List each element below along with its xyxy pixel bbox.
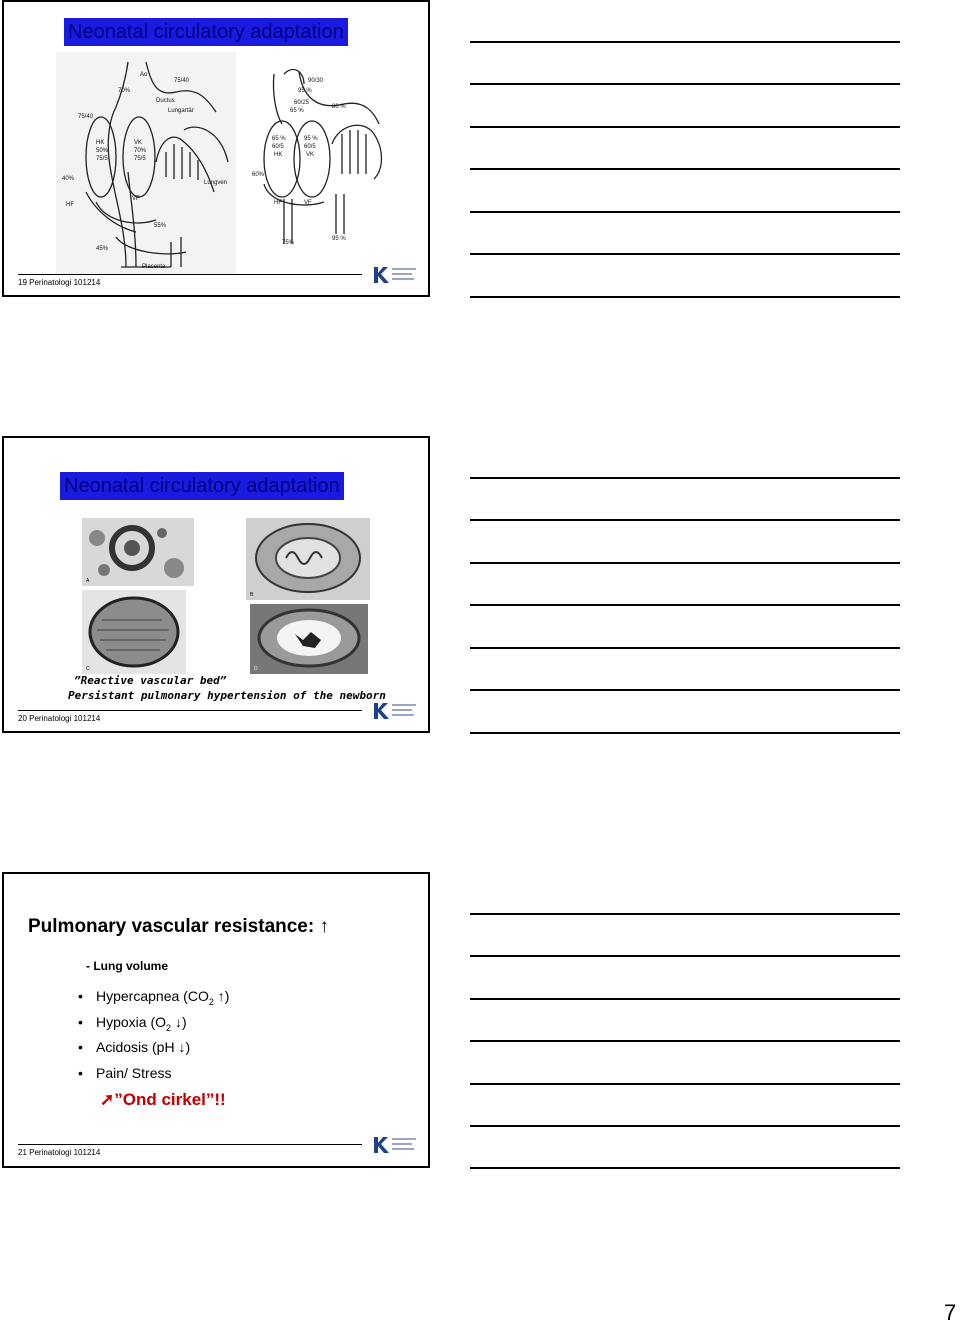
bullet-text: Hypercapnea (CO — [96, 988, 209, 1004]
subpoint: - Lung volume — [86, 959, 168, 973]
bullet-tail: ) — [224, 988, 230, 1004]
heading-text: Pulmonary vascular resistance: — [28, 916, 315, 937]
diagram-label: 60/25 — [294, 100, 310, 106]
note-line — [470, 1083, 900, 1085]
micrograph-label: C — [86, 666, 90, 672]
micrograph-label: B — [250, 592, 254, 598]
diagram-label: 45% — [96, 246, 109, 252]
micrograph-label: D — [254, 666, 258, 672]
diagram-label: VK — [134, 140, 143, 146]
bullet-tail: ) — [185, 1039, 191, 1055]
diagram-label: 95 % — [332, 236, 346, 242]
arrow-up-icon: ↑ — [217, 988, 225, 1004]
page-number: 7 — [944, 1300, 957, 1325]
note-line — [470, 647, 900, 649]
conclusion-text: ”Ond cirkel”!! — [114, 1090, 226, 1109]
note-line — [470, 689, 900, 691]
arrow-right-icon: ➚ — [100, 1090, 115, 1109]
diagram-label: 75/40 — [174, 78, 190, 84]
diagram-label: 75% — [282, 240, 295, 246]
note-line — [470, 477, 900, 479]
bullet-text: Hypoxia (O — [96, 1014, 167, 1030]
bullet-item: • Hypoxia ($O_2$ ↓) — [78, 1014, 187, 1033]
slide-footer: 21 Perinatologi 101214 — [18, 1148, 101, 1157]
note-line — [470, 955, 900, 957]
diagram-label: 70% — [118, 88, 131, 94]
diagram-label: 50% — [96, 148, 109, 154]
slide-title: Neonatal circulatory adaptation — [60, 472, 344, 500]
note-line — [470, 1040, 900, 1042]
diagram-label: VF — [304, 200, 312, 206]
note-line — [470, 296, 900, 298]
note-line — [470, 168, 900, 170]
micrograph-c — [82, 590, 186, 674]
diagram-label: 75/40 — [78, 114, 94, 120]
note-line — [470, 998, 900, 1000]
diagram-label: Lungven — [204, 180, 228, 186]
slide-footer: 19 Perinatologi 101214 — [18, 278, 101, 287]
diagram-label: Ao — [140, 72, 148, 78]
ki-logo-icon — [372, 1134, 420, 1156]
arrow-up-icon: ↑ — [319, 916, 329, 937]
note-line — [470, 83, 900, 85]
footer-divider — [18, 274, 362, 275]
bullet-item: • Hypercapnea ($CO_2$ ↑) — [78, 988, 230, 1007]
diagram-label: 65 % — [272, 136, 286, 142]
diagram-label: 60% — [252, 172, 265, 178]
diagram-label: VK — [306, 152, 315, 158]
diagram-label: 40% — [62, 176, 75, 182]
bullet-tail: ) — [181, 1014, 187, 1030]
bullet-text: Acidosis (pH — [96, 1039, 175, 1055]
slide-20 — [2, 436, 430, 733]
conclusion — [100, 1090, 226, 1110]
slide-footer: 20 Perinatologi 101214 — [18, 714, 101, 723]
note-line — [470, 562, 900, 564]
caption-line-1: ”Reactive vascular bed” — [74, 674, 227, 687]
fetal-circulation-diagram — [56, 52, 236, 274]
diagram-label: 55% — [154, 223, 167, 229]
bullet-item: • Pain/ Stress — [78, 1065, 172, 1081]
newborn-circulation-diagram — [244, 64, 394, 246]
caption-line-2: Persistant pulmonary hypertension of the newborn — [68, 689, 386, 702]
note-line — [470, 913, 900, 915]
diagram-label: 95 % — [298, 88, 312, 94]
micrograph-a — [82, 518, 194, 586]
slide-heading — [28, 916, 329, 938]
note-line — [470, 732, 900, 734]
note-line — [470, 604, 900, 606]
diagram-label: 60/5 — [272, 144, 284, 150]
slide-21 — [2, 872, 430, 1168]
micrograph-label: A — [86, 578, 90, 584]
diagram-label: Ductus — [156, 98, 175, 104]
diagram-label: 75/5 — [134, 156, 146, 162]
diagram-label: HK — [274, 152, 283, 158]
slide-title: Neonatal circulatory adaptation — [64, 18, 348, 46]
diagram-label: HF — [66, 202, 74, 208]
ki-logo-icon — [372, 264, 420, 286]
micrograph-d — [250, 604, 368, 674]
note-line — [470, 1125, 900, 1127]
diagram-label: Placenta — [142, 264, 166, 270]
note-line — [470, 1167, 900, 1169]
diagram-label: HK — [96, 140, 105, 146]
bullet-item: • Acidosis (pH ↓) — [78, 1039, 191, 1055]
footer-divider — [18, 1144, 362, 1145]
diagram-label: HF — [274, 200, 282, 206]
diagram-label: 75/5 — [96, 156, 108, 162]
note-line — [470, 253, 900, 255]
slide-19 — [2, 0, 430, 297]
diagram-label: VF — [132, 196, 140, 202]
diagram-label: 65 % — [290, 108, 304, 114]
bullet-subscript: 2 — [208, 996, 214, 1007]
note-line — [470, 126, 900, 128]
bullet-text: Pain/ Stress — [96, 1065, 172, 1081]
bullet-subscript: 2 — [166, 1022, 172, 1033]
ki-logo-icon — [372, 700, 420, 722]
arrow-down-icon: ↓ — [178, 1039, 186, 1055]
micrograph-b — [246, 518, 370, 600]
diagram-label: 60/5 — [304, 144, 316, 150]
diagram-label: 70% — [134, 148, 147, 154]
diagram-label: Lungartär — [168, 108, 194, 114]
diagram-label: 95 % — [304, 136, 318, 142]
note-line — [470, 41, 900, 43]
arrow-down-icon: ↓ — [174, 1014, 182, 1030]
diagram-label: 90/30 — [308, 78, 324, 84]
footer-divider — [18, 710, 362, 711]
note-line — [470, 519, 900, 521]
diagram-label: 80 % — [332, 104, 346, 110]
note-line — [470, 211, 900, 213]
